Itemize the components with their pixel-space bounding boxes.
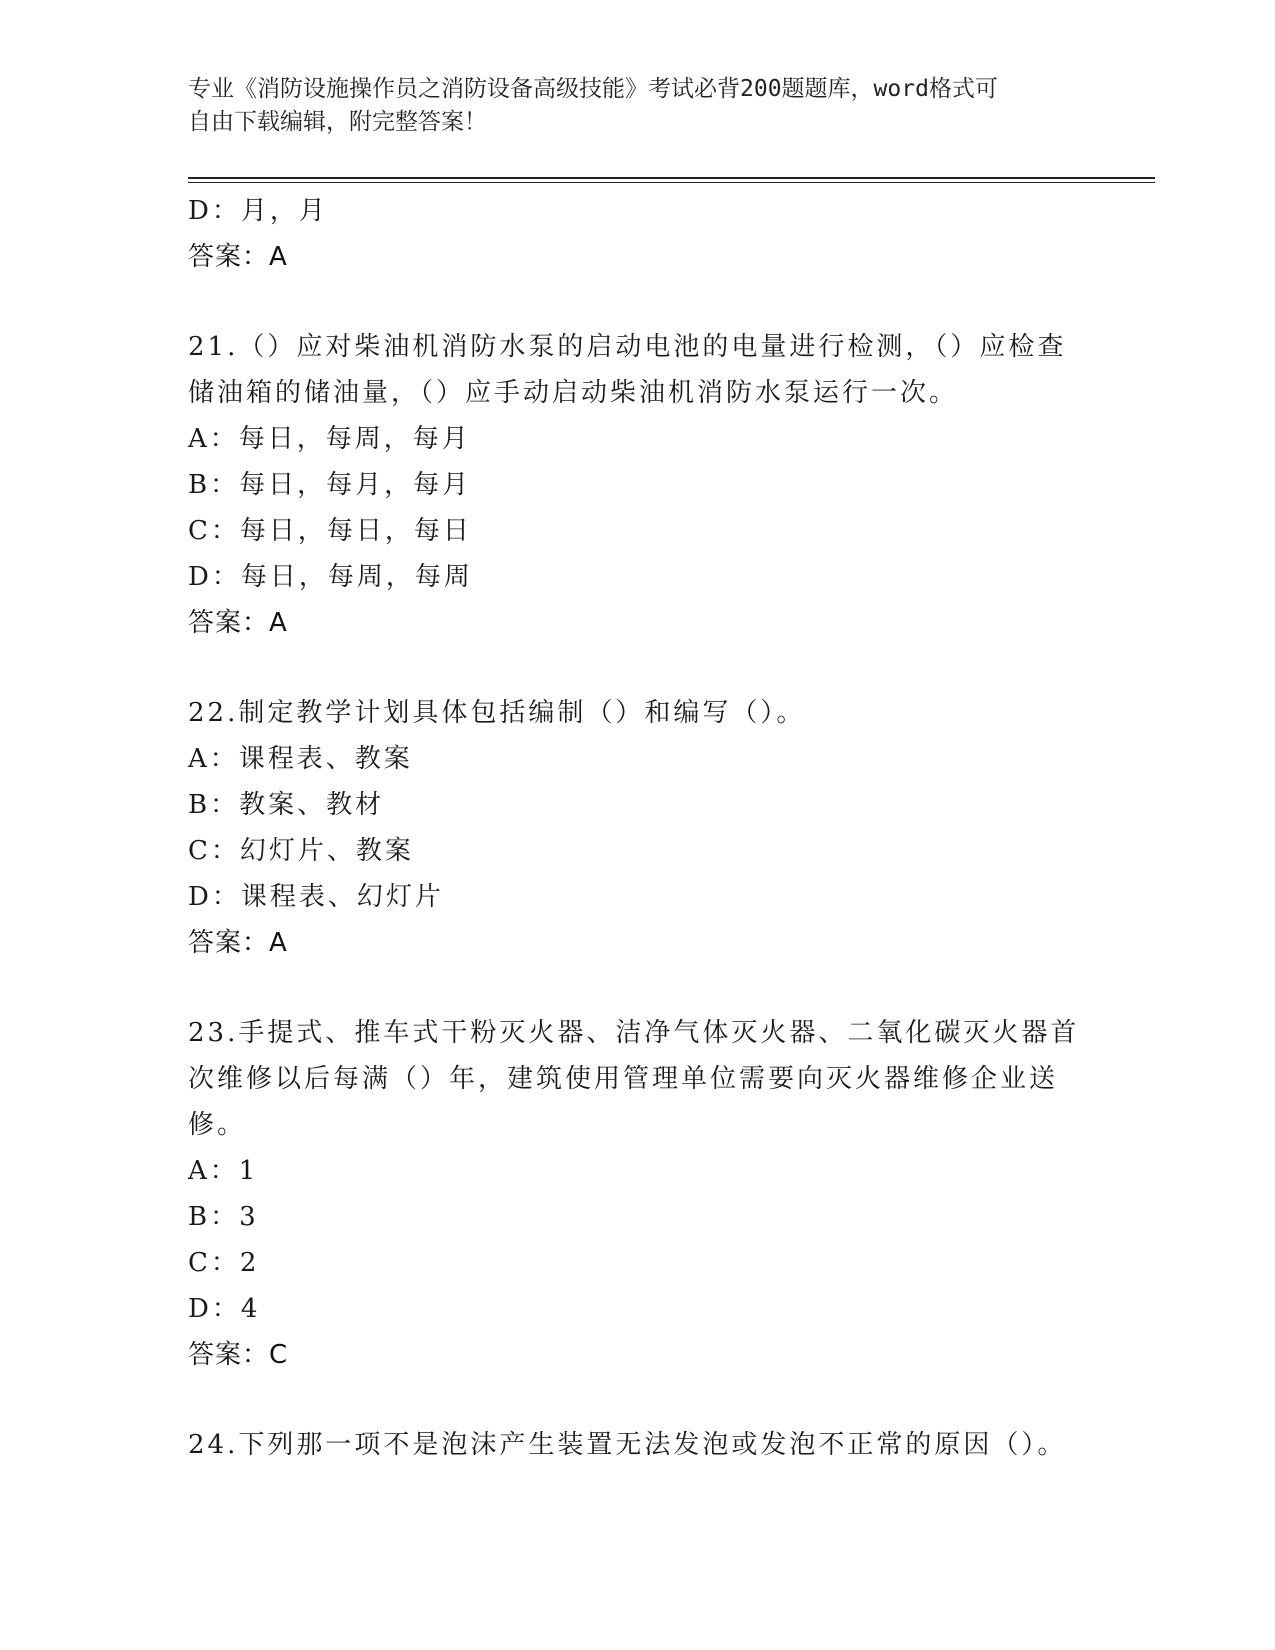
question-24 [188, 1422, 1088, 1468]
option-a: A：课程表、教案 [188, 744, 413, 774]
option-b: B：教案、教材 [188, 790, 385, 820]
option-b: B：每日，每月，每月 [188, 470, 472, 500]
option-a: A：每日，每周，每月 [188, 424, 471, 454]
question-stem: 22.制定教学计划具体包括编制（）和编写（）。 [188, 698, 806, 728]
question-stem: 修。 [188, 1110, 247, 1140]
header-divider-thin [188, 182, 1155, 183]
question-stem: 储油箱的储油量，（）应手动启动柴油机消防水泵运行一次。 [188, 378, 959, 408]
question-stem: 24.下列那一项不是泡沫产生装置无法发泡或发泡不正常的原因（）。 [188, 1430, 1067, 1460]
previous-question-tail [188, 188, 1088, 280]
answer-line: 答案：A [188, 242, 288, 272]
question-22 [188, 690, 1088, 966]
option-c: C：2 [188, 1248, 260, 1278]
header-divider [188, 177, 1155, 179]
option-a: A：1 [188, 1156, 259, 1186]
question-stem: 21.（）应对柴油机消防水泵的启动电池的电量进行检测，（）应检查 [188, 332, 1067, 362]
answer-line: 答案：C [188, 1340, 289, 1370]
option-c: C：每日，每日，每日 [188, 516, 472, 546]
question-21 [188, 324, 1088, 646]
option-d: D：每日，每周，每周 [188, 562, 473, 592]
page-header [188, 73, 1088, 139]
header-line: 自由下载编辑，附完整答案！ [188, 109, 487, 135]
question-stem: 23.手提式、推车式干粉灭火器、洁净气体灭火器、二氧化碳灭火器首 [188, 1018, 1080, 1048]
header-line: 专业《消防设施操作员之消防设备高级技能》考试必背200题题库，word格式可 [188, 76, 998, 102]
question-stem: 次维修以后每满（）年，建筑使用管理单位需要向灭火器维修企业送 [188, 1064, 1059, 1094]
option-b: B：3 [188, 1202, 259, 1232]
document-body [188, 188, 1088, 1468]
option-d: D：月，月 [188, 196, 328, 226]
answer-line: 答案：A [188, 608, 288, 638]
option-d: D：课程表、幻灯片 [188, 882, 444, 912]
option-d: D：4 [188, 1294, 261, 1324]
question-23 [188, 1010, 1088, 1378]
answer-line: 答案：A [188, 928, 288, 958]
option-c: C：幻灯片、教案 [188, 836, 414, 866]
